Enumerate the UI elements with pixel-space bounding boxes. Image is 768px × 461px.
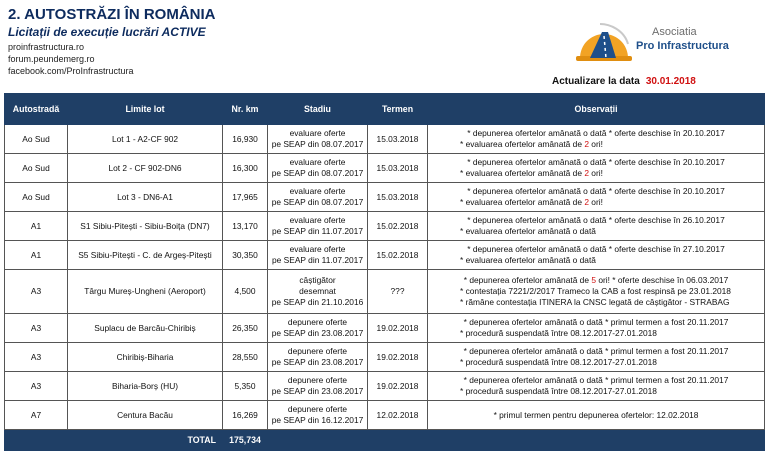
link-facebook[interactable]: facebook.com/ProInfrastructura [8,66,134,76]
cell-autostrada: A3 [5,270,68,314]
col-header-autostrada: Autostradă [5,94,68,125]
cell-limite-lot: S1 Sibiu-Pitești - Sibiu-Boița (DN7) [68,212,223,241]
cell-nr-km: 30,350 [223,241,268,270]
table-row [5,314,765,343]
cell-autostrada: A1 [5,241,68,270]
cell-nr-km: 5,350 [223,372,268,401]
observatie-line: * depunerea ofertelor amânată o dată * oferte deschise în 27.10.2017 [467,244,725,254]
cell-limite-lot: Târgu Mureș-Ungheni (Aeroport) [68,270,223,314]
stadiu-line: pe SEAP din 21.10.2016 [271,297,364,307]
total-label: TOTAL [68,430,223,451]
table-row [5,183,765,212]
stadiu-line: depunere oferte [287,404,348,414]
cell-observatii [428,154,765,183]
observatie-line: * depunerea ofertelor amânată o dată * oferte deschise în 26.10.2017 [467,215,725,225]
logo-text-name: Pro Infrastructura [636,40,729,52]
stadiu-line: evaluare oferte [289,157,346,167]
stadiu-line: câștigător [299,275,336,285]
cell-stadiu [268,241,368,270]
cell-autostrada: Ao Sud [5,125,68,154]
stadiu-line: pe SEAP din 08.07.2017 [271,139,364,149]
observatie-line: * depunerea ofertelor amânată o dată * primul termen a fost 20.11.2017 [463,317,729,327]
observatie-line: * procedură suspendată între 08.12.2017-27.01.2018 [460,357,657,367]
stadiu-line: pe SEAP din 16.12.2017 [271,415,364,425]
table-row [5,241,765,270]
cell-observatii [428,241,765,270]
cell-observatii [428,125,765,154]
cell-nr-km: 16,300 [223,154,268,183]
cell-nr-km: 16,930 [223,125,268,154]
update-date-value: 30.01.2018 [645,76,696,87]
cell-stadiu [268,372,368,401]
cell-autostrada: A3 [5,372,68,401]
cell-observatii [428,401,765,430]
cell-termen: 15.03.2018 [368,154,428,183]
cell-nr-km: 16,269 [223,401,268,430]
cell-stadiu [268,343,368,372]
link-forum[interactable]: forum.peundemerg.ro [8,54,95,64]
observatie-line: * depunerea ofertelor amânată o dată * oferte deschise în 20.10.2017 [467,186,725,196]
observatie-line: * procedură suspendată între 08.12.2017-27.01.2018 [460,386,657,396]
observatie-line: * depunerea ofertelor amânată o dată * primul termen a fost 20.11.2017 [463,375,729,385]
page-subtitle: Licitații de execuție lucrări ACTIVE [8,25,206,39]
observatie-line: * evaluarea ofertelor amânată o dată [460,255,596,265]
cell-observatii [428,270,765,314]
cell-stadiu [268,401,368,430]
cell-observatii [428,372,765,401]
total-empty-cell [368,430,428,451]
observatie-line: * primul termen pentru depunerea ofertelor: 12.02.2018 [493,409,699,420]
cell-autostrada: Ao Sud [5,154,68,183]
stadiu-line: depunere oferte [287,346,348,356]
table-row [5,270,765,314]
table-body [5,125,765,430]
stadiu-line: desemnat [299,286,336,296]
observatie-line: * evaluarea ofertelor amânată de 2 ori! [460,168,603,178]
cell-termen: 15.02.2018 [368,241,428,270]
cell-autostrada: A7 [5,401,68,430]
table-row [5,212,765,241]
cell-limite-lot: Lot 1 - A2-CF 902 [68,125,223,154]
total-km: 175,734 [223,430,268,451]
cell-limite-lot: Lot 3 - DN6-A1 [68,183,223,212]
cell-limite-lot: Chiribiș-Biharia [68,343,223,372]
observatie-line: * evaluarea ofertelor amânată de 2 ori! [460,197,603,207]
stadiu-line: depunere oferte [287,317,348,327]
stadiu-line: pe SEAP din 11.07.2017 [272,226,363,236]
cell-termen: 19.02.2018 [368,343,428,372]
update-label: Actualizare la data [552,76,640,87]
cell-autostrada: A1 [5,212,68,241]
observatie-line: * procedură suspendată între 08.12.2017-27.01.2018 [460,328,657,338]
cell-nr-km: 17,965 [223,183,268,212]
stadiu-line: evaluare oferte [289,186,346,196]
cell-observatii [428,343,765,372]
cell-limite-lot: Centura Bacău [68,401,223,430]
cell-autostrada: A3 [5,343,68,372]
col-header-stadiu: Stadiu [268,94,368,125]
total-empty-cell [5,430,68,451]
stadiu-line: pe SEAP din 11.07.2017 [272,255,363,265]
cell-nr-km: 26,350 [223,314,268,343]
cell-observatii [428,314,765,343]
cell-termen: 12.02.2018 [368,401,428,430]
total-empty-cell [428,430,765,451]
page-title: 2. AUTOSTRĂZI ÎN ROMÂNIA [8,6,216,23]
cell-observatii [428,212,765,241]
cell-termen: 15.03.2018 [368,125,428,154]
observatie-line: * depunerea ofertelor amânată o dată * oferte deschise în 20.10.2017 [467,157,725,167]
stadiu-line: evaluare oferte [289,128,346,138]
cell-termen: 19.02.2018 [368,314,428,343]
table-row [5,343,765,372]
tenders-table [4,93,765,451]
col-header-termen: Termen [368,94,428,125]
observatie-line: * depunerea ofertelor amânată o dată * primul termen a fost 20.11.2017 [463,346,729,356]
cell-autostrada: A3 [5,314,68,343]
observatie-line: * evaluarea ofertelor amânată de 2 ori! [460,139,603,149]
cell-observatii [428,183,765,212]
link-proinfrastructura[interactable]: proinfrastructura.ro [8,42,85,52]
cell-nr-km: 4,500 [223,270,268,314]
table-row [5,125,765,154]
stadiu-line: pe SEAP din 23.08.2017 [271,328,364,338]
table-row [5,401,765,430]
cell-stadiu [268,154,368,183]
cell-limite-lot: S5 Sibiu-Pitești - C. de Argeș-Pitești [68,241,223,270]
stadiu-line: evaluare oferte [289,244,346,254]
cell-nr-km: 28,550 [223,343,268,372]
observatie-line: * contestația 7221/2/2017 Trameco la CAB a fost respinsă pe 23.01.2018 [460,286,731,296]
cell-stadiu [268,212,368,241]
stadiu-line: pe SEAP din 23.08.2017 [271,386,364,396]
cell-nr-km: 13,170 [223,212,268,241]
stadiu-line: pe SEAP din 23.08.2017 [271,357,364,367]
stadiu-line: pe SEAP din 08.07.2017 [271,168,364,178]
table-row [5,372,765,401]
cell-termen: 19.02.2018 [368,372,428,401]
logo-text-asociatia: Asociatia [652,26,697,38]
cell-stadiu [268,270,368,314]
cell-stadiu [268,183,368,212]
table-row [5,154,765,183]
observatie-line: * depunerea ofertelor amânată o dată * oferte deschise în 20.10.2017 [467,128,725,138]
observatie-line: * evaluarea ofertelor amânată o dată [460,226,596,236]
update-date [552,76,696,87]
col-header-nr-km: Nr. km [223,94,268,125]
cell-termen: 15.02.2018 [368,212,428,241]
cell-limite-lot: Suplacu de Barcău-Chiribiș [68,314,223,343]
stadiu-line: depunere oferte [287,375,348,385]
observatie-line: * rămâne contestația ITINERA la CNSC legată de câștigător - STRABAG [460,297,730,307]
table-header-row [5,94,765,125]
cell-stadiu [268,125,368,154]
cell-limite-lot: Biharia-Borș (HU) [68,372,223,401]
col-header-observatii: Observații [428,94,765,125]
stadiu-line: pe SEAP din 08.07.2017 [271,197,364,207]
cell-termen: 15.03.2018 [368,183,428,212]
observatie-line: * depunerea ofertelor amânată de 5 ori! * oferte deschise în 06.03.2017 [463,275,729,285]
table-total-row [5,430,765,451]
col-header-limite-lot: Limite lot [68,94,223,125]
cell-autostrada: Ao Sud [5,183,68,212]
total-empty-cell [268,430,368,451]
cell-stadiu [268,314,368,343]
stadiu-line: evaluare oferte [289,215,346,225]
cell-limite-lot: Lot 2 - CF 902-DN6 [68,154,223,183]
cell-termen: ??? [368,270,428,314]
